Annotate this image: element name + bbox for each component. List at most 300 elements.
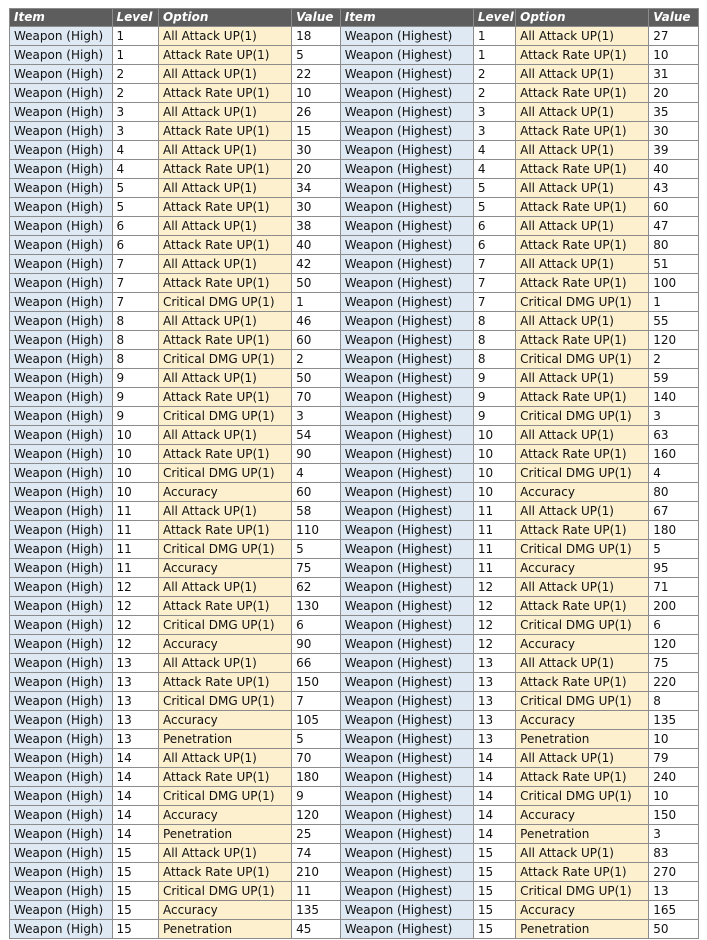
cell-value-high[interactable]: 105 (292, 711, 341, 730)
cell-level-high[interactable]: 14 (112, 825, 158, 844)
cell-level-high[interactable]: 1 (112, 46, 158, 65)
cell-item-high[interactable]: Weapon (High) (10, 388, 113, 407)
cell-option-high[interactable]: All Attack UP(1) (158, 312, 291, 331)
cell-value-highest[interactable]: 83 (649, 844, 699, 863)
cell-level-highest[interactable]: 9 (473, 388, 515, 407)
cell-level-high[interactable]: 12 (112, 635, 158, 654)
cell-value-highest[interactable]: 6 (649, 616, 699, 635)
cell-option-highest[interactable]: All Attack UP(1) (516, 27, 649, 46)
cell-level-high[interactable]: 13 (112, 711, 158, 730)
cell-item-highest[interactable]: Weapon (Highest) (340, 464, 473, 483)
cell-level-highest[interactable]: 14 (473, 749, 515, 768)
cell-item-high[interactable]: Weapon (High) (10, 597, 113, 616)
cell-option-high[interactable]: All Attack UP(1) (158, 426, 291, 445)
cell-level-high[interactable]: 5 (112, 179, 158, 198)
cell-item-high[interactable]: Weapon (High) (10, 882, 113, 901)
cell-level-high[interactable]: 15 (112, 882, 158, 901)
cell-option-high[interactable]: Accuracy (158, 711, 291, 730)
cell-value-highest[interactable]: 3 (649, 825, 699, 844)
cell-item-highest[interactable]: Weapon (Highest) (340, 84, 473, 103)
cell-level-highest[interactable]: 10 (473, 464, 515, 483)
cell-item-highest[interactable]: Weapon (Highest) (340, 844, 473, 863)
cell-value-highest[interactable]: 63 (649, 426, 699, 445)
cell-item-high[interactable]: Weapon (High) (10, 350, 113, 369)
cell-level-highest[interactable]: 13 (473, 730, 515, 749)
cell-item-highest[interactable]: Weapon (Highest) (340, 160, 473, 179)
cell-value-high[interactable]: 135 (292, 901, 341, 920)
cell-value-highest[interactable]: 120 (649, 331, 699, 350)
cell-value-highest[interactable]: 150 (649, 806, 699, 825)
cell-value-high[interactable]: 130 (292, 597, 341, 616)
cell-option-high[interactable]: Penetration (158, 920, 291, 939)
cell-option-high[interactable]: Critical DMG UP(1) (158, 616, 291, 635)
cell-item-highest[interactable]: Weapon (Highest) (340, 616, 473, 635)
cell-value-highest[interactable]: 27 (649, 27, 699, 46)
cell-value-highest[interactable]: 270 (649, 863, 699, 882)
cell-option-high[interactable]: All Attack UP(1) (158, 179, 291, 198)
cell-level-high[interactable]: 10 (112, 426, 158, 445)
cell-item-highest[interactable]: Weapon (Highest) (340, 179, 473, 198)
cell-option-high[interactable]: All Attack UP(1) (158, 654, 291, 673)
cell-value-high[interactable]: 45 (292, 920, 341, 939)
cell-option-highest[interactable]: Accuracy (516, 806, 649, 825)
cell-level-high[interactable]: 11 (112, 521, 158, 540)
cell-item-high[interactable]: Weapon (High) (10, 464, 113, 483)
cell-level-highest[interactable]: 12 (473, 635, 515, 654)
cell-option-high[interactable]: Attack Rate UP(1) (158, 521, 291, 540)
cell-option-highest[interactable]: All Attack UP(1) (516, 426, 649, 445)
cell-option-highest[interactable]: Attack Rate UP(1) (516, 46, 649, 65)
cell-option-high[interactable]: Penetration (158, 825, 291, 844)
cell-item-highest[interactable]: Weapon (Highest) (340, 787, 473, 806)
cell-level-highest[interactable]: 10 (473, 426, 515, 445)
cell-option-high[interactable]: All Attack UP(1) (158, 844, 291, 863)
cell-item-high[interactable]: Weapon (High) (10, 787, 113, 806)
cell-level-highest[interactable]: 2 (473, 65, 515, 84)
cell-option-high[interactable]: Attack Rate UP(1) (158, 331, 291, 350)
cell-value-high[interactable]: 10 (292, 84, 341, 103)
cell-option-high[interactable]: Attack Rate UP(1) (158, 445, 291, 464)
cell-value-highest[interactable]: 10 (649, 730, 699, 749)
cell-item-high[interactable]: Weapon (High) (10, 502, 113, 521)
cell-level-highest[interactable]: 14 (473, 768, 515, 787)
cell-option-high[interactable]: Attack Rate UP(1) (158, 597, 291, 616)
cell-value-high[interactable]: 20 (292, 160, 341, 179)
cell-value-high[interactable]: 30 (292, 198, 341, 217)
cell-value-high[interactable]: 34 (292, 179, 341, 198)
cell-item-high[interactable]: Weapon (High) (10, 540, 113, 559)
cell-option-high[interactable]: Penetration (158, 730, 291, 749)
cell-level-high[interactable]: 10 (112, 483, 158, 502)
cell-item-high[interactable]: Weapon (High) (10, 521, 113, 540)
cell-option-high[interactable]: Attack Rate UP(1) (158, 863, 291, 882)
cell-item-highest[interactable]: Weapon (Highest) (340, 597, 473, 616)
cell-option-highest[interactable]: All Attack UP(1) (516, 369, 649, 388)
cell-level-highest[interactable]: 15 (473, 920, 515, 939)
cell-item-high[interactable]: Weapon (High) (10, 369, 113, 388)
cell-option-high[interactable]: Critical DMG UP(1) (158, 293, 291, 312)
cell-value-highest[interactable]: 180 (649, 521, 699, 540)
cell-item-highest[interactable]: Weapon (Highest) (340, 673, 473, 692)
cell-level-highest[interactable]: 10 (473, 445, 515, 464)
cell-level-highest[interactable]: 6 (473, 236, 515, 255)
cell-option-highest[interactable]: Attack Rate UP(1) (516, 331, 649, 350)
cell-level-high[interactable]: 9 (112, 388, 158, 407)
cell-option-highest[interactable]: All Attack UP(1) (516, 578, 649, 597)
cell-option-high[interactable]: All Attack UP(1) (158, 217, 291, 236)
cell-item-highest[interactable]: Weapon (Highest) (340, 27, 473, 46)
cell-level-high[interactable]: 4 (112, 141, 158, 160)
cell-option-highest[interactable]: Attack Rate UP(1) (516, 198, 649, 217)
cell-value-highest[interactable]: 31 (649, 65, 699, 84)
cell-level-high[interactable]: 14 (112, 787, 158, 806)
cell-item-highest[interactable]: Weapon (Highest) (340, 635, 473, 654)
cell-value-highest[interactable]: 10 (649, 787, 699, 806)
cell-value-high[interactable]: 4 (292, 464, 341, 483)
cell-value-highest[interactable]: 40 (649, 160, 699, 179)
cell-level-highest[interactable]: 9 (473, 407, 515, 426)
cell-level-high[interactable]: 9 (112, 407, 158, 426)
cell-level-high[interactable]: 14 (112, 768, 158, 787)
cell-value-high[interactable]: 18 (292, 27, 341, 46)
cell-item-highest[interactable]: Weapon (Highest) (340, 350, 473, 369)
cell-option-highest[interactable]: Attack Rate UP(1) (516, 122, 649, 141)
cell-level-highest[interactable]: 7 (473, 274, 515, 293)
cell-item-highest[interactable]: Weapon (Highest) (340, 483, 473, 502)
cell-option-highest[interactable]: Critical DMG UP(1) (516, 616, 649, 635)
cell-value-high[interactable]: 70 (292, 749, 341, 768)
cell-level-highest[interactable]: 5 (473, 198, 515, 217)
cell-item-high[interactable]: Weapon (High) (10, 312, 113, 331)
cell-option-high[interactable]: Critical DMG UP(1) (158, 692, 291, 711)
cell-option-highest[interactable]: Attack Rate UP(1) (516, 673, 649, 692)
cell-item-high[interactable]: Weapon (High) (10, 768, 113, 787)
cell-value-highest[interactable]: 1 (649, 293, 699, 312)
cell-option-high[interactable]: Attack Rate UP(1) (158, 122, 291, 141)
cell-level-high[interactable]: 11 (112, 502, 158, 521)
cell-option-highest[interactable]: Critical DMG UP(1) (516, 882, 649, 901)
cell-option-high[interactable]: Accuracy (158, 483, 291, 502)
cell-value-high[interactable]: 11 (292, 882, 341, 901)
cell-item-high[interactable]: Weapon (High) (10, 160, 113, 179)
cell-level-highest[interactable]: 1 (473, 46, 515, 65)
cell-item-highest[interactable]: Weapon (Highest) (340, 692, 473, 711)
cell-value-highest[interactable]: 160 (649, 445, 699, 464)
cell-item-highest[interactable]: Weapon (Highest) (340, 217, 473, 236)
cell-item-high[interactable]: Weapon (High) (10, 103, 113, 122)
cell-level-highest[interactable]: 10 (473, 483, 515, 502)
cell-item-highest[interactable]: Weapon (Highest) (340, 46, 473, 65)
cell-item-highest[interactable]: Weapon (Highest) (340, 293, 473, 312)
cell-level-high[interactable]: 12 (112, 616, 158, 635)
cell-item-high[interactable]: Weapon (High) (10, 274, 113, 293)
cell-value-highest[interactable]: 2 (649, 350, 699, 369)
cell-item-high[interactable]: Weapon (High) (10, 46, 113, 65)
cell-item-highest[interactable]: Weapon (Highest) (340, 559, 473, 578)
cell-item-high[interactable]: Weapon (High) (10, 692, 113, 711)
cell-item-highest[interactable]: Weapon (Highest) (340, 103, 473, 122)
cell-option-highest[interactable]: Penetration (516, 920, 649, 939)
cell-level-highest[interactable]: 13 (473, 692, 515, 711)
cell-level-highest[interactable]: 2 (473, 84, 515, 103)
cell-item-high[interactable]: Weapon (High) (10, 635, 113, 654)
cell-option-high[interactable]: All Attack UP(1) (158, 369, 291, 388)
cell-value-high[interactable]: 210 (292, 863, 341, 882)
cell-option-highest[interactable]: Attack Rate UP(1) (516, 274, 649, 293)
cell-level-highest[interactable]: 6 (473, 217, 515, 236)
cell-level-high[interactable]: 10 (112, 445, 158, 464)
cell-item-high[interactable]: Weapon (High) (10, 236, 113, 255)
cell-option-highest[interactable]: Attack Rate UP(1) (516, 863, 649, 882)
cell-value-high[interactable]: 50 (292, 274, 341, 293)
cell-option-highest[interactable]: All Attack UP(1) (516, 749, 649, 768)
cell-item-high[interactable]: Weapon (High) (10, 825, 113, 844)
cell-item-highest[interactable]: Weapon (Highest) (340, 65, 473, 84)
cell-level-highest[interactable]: 11 (473, 521, 515, 540)
cell-option-highest[interactable]: Accuracy (516, 559, 649, 578)
cell-option-high[interactable]: Critical DMG UP(1) (158, 540, 291, 559)
cell-item-high[interactable]: Weapon (High) (10, 483, 113, 502)
cell-level-high[interactable]: 7 (112, 255, 158, 274)
cell-option-high[interactable]: All Attack UP(1) (158, 578, 291, 597)
cell-value-high[interactable]: 2 (292, 350, 341, 369)
cell-option-highest[interactable]: Critical DMG UP(1) (516, 293, 649, 312)
cell-value-high[interactable]: 120 (292, 806, 341, 825)
cell-level-high[interactable]: 6 (112, 217, 158, 236)
cell-level-highest[interactable]: 12 (473, 578, 515, 597)
cell-option-high[interactable]: Accuracy (158, 806, 291, 825)
cell-option-high[interactable]: All Attack UP(1) (158, 749, 291, 768)
cell-item-highest[interactable]: Weapon (Highest) (340, 920, 473, 939)
cell-value-high[interactable]: 110 (292, 521, 341, 540)
cell-level-high[interactable]: 7 (112, 274, 158, 293)
cell-level-high[interactable]: 10 (112, 464, 158, 483)
cell-value-highest[interactable]: 100 (649, 274, 699, 293)
cell-item-high[interactable]: Weapon (High) (10, 65, 113, 84)
cell-item-high[interactable]: Weapon (High) (10, 217, 113, 236)
cell-option-high[interactable]: All Attack UP(1) (158, 141, 291, 160)
cell-value-highest[interactable]: 71 (649, 578, 699, 597)
cell-level-highest[interactable]: 13 (473, 654, 515, 673)
cell-level-highest[interactable]: 15 (473, 844, 515, 863)
cell-level-high[interactable]: 1 (112, 27, 158, 46)
cell-option-highest[interactable]: All Attack UP(1) (516, 217, 649, 236)
cell-value-high[interactable]: 60 (292, 483, 341, 502)
cell-level-highest[interactable]: 7 (473, 255, 515, 274)
cell-level-highest[interactable]: 12 (473, 597, 515, 616)
cell-level-high[interactable]: 13 (112, 673, 158, 692)
cell-value-high[interactable]: 40 (292, 236, 341, 255)
cell-level-high[interactable]: 6 (112, 236, 158, 255)
cell-option-highest[interactable]: Accuracy (516, 483, 649, 502)
cell-option-highest[interactable]: Attack Rate UP(1) (516, 388, 649, 407)
cell-item-high[interactable]: Weapon (High) (10, 27, 113, 46)
cell-item-highest[interactable]: Weapon (Highest) (340, 863, 473, 882)
cell-level-high[interactable]: 14 (112, 806, 158, 825)
cell-item-highest[interactable]: Weapon (Highest) (340, 426, 473, 445)
cell-item-highest[interactable]: Weapon (Highest) (340, 141, 473, 160)
cell-value-high[interactable]: 26 (292, 103, 341, 122)
cell-item-high[interactable]: Weapon (High) (10, 730, 113, 749)
cell-value-highest[interactable]: 13 (649, 882, 699, 901)
cell-level-high[interactable]: 8 (112, 331, 158, 350)
cell-value-high[interactable]: 70 (292, 388, 341, 407)
cell-item-highest[interactable]: Weapon (Highest) (340, 768, 473, 787)
cell-level-highest[interactable]: 14 (473, 825, 515, 844)
cell-option-high[interactable]: Critical DMG UP(1) (158, 350, 291, 369)
cell-level-highest[interactable]: 5 (473, 179, 515, 198)
cell-value-highest[interactable]: 39 (649, 141, 699, 160)
cell-level-high[interactable]: 2 (112, 65, 158, 84)
cell-value-high[interactable]: 50 (292, 369, 341, 388)
cell-option-high[interactable]: All Attack UP(1) (158, 255, 291, 274)
cell-option-high[interactable]: Critical DMG UP(1) (158, 787, 291, 806)
cell-option-highest[interactable]: Critical DMG UP(1) (516, 407, 649, 426)
cell-item-highest[interactable]: Weapon (Highest) (340, 274, 473, 293)
cell-option-highest[interactable]: Critical DMG UP(1) (516, 692, 649, 711)
cell-level-highest[interactable]: 4 (473, 141, 515, 160)
cell-item-high[interactable]: Weapon (High) (10, 293, 113, 312)
cell-value-highest[interactable]: 35 (649, 103, 699, 122)
cell-level-high[interactable]: 4 (112, 160, 158, 179)
cell-item-highest[interactable]: Weapon (Highest) (340, 882, 473, 901)
cell-option-high[interactable]: Critical DMG UP(1) (158, 882, 291, 901)
cell-value-high[interactable]: 180 (292, 768, 341, 787)
cell-item-highest[interactable]: Weapon (Highest) (340, 255, 473, 274)
cell-item-highest[interactable]: Weapon (Highest) (340, 122, 473, 141)
cell-value-high[interactable]: 60 (292, 331, 341, 350)
cell-level-high[interactable]: 9 (112, 369, 158, 388)
cell-option-high[interactable]: Attack Rate UP(1) (158, 84, 291, 103)
cell-level-highest[interactable]: 8 (473, 350, 515, 369)
cell-value-high[interactable]: 74 (292, 844, 341, 863)
cell-level-high[interactable]: 5 (112, 198, 158, 217)
cell-item-high[interactable]: Weapon (High) (10, 711, 113, 730)
cell-value-highest[interactable]: 10 (649, 46, 699, 65)
cell-level-high[interactable]: 3 (112, 103, 158, 122)
cell-level-highest[interactable]: 15 (473, 863, 515, 882)
cell-option-high[interactable]: Attack Rate UP(1) (158, 768, 291, 787)
cell-option-high[interactable]: Attack Rate UP(1) (158, 160, 291, 179)
cell-item-high[interactable]: Weapon (High) (10, 407, 113, 426)
cell-level-highest[interactable]: 13 (473, 711, 515, 730)
cell-value-high[interactable]: 75 (292, 559, 341, 578)
cell-option-highest[interactable]: All Attack UP(1) (516, 255, 649, 274)
cell-option-high[interactable]: Accuracy (158, 559, 291, 578)
cell-value-highest[interactable]: 51 (649, 255, 699, 274)
cell-option-highest[interactable]: Accuracy (516, 711, 649, 730)
cell-item-high[interactable]: Weapon (High) (10, 445, 113, 464)
cell-level-highest[interactable]: 14 (473, 787, 515, 806)
cell-level-high[interactable]: 8 (112, 312, 158, 331)
cell-item-highest[interactable]: Weapon (Highest) (340, 521, 473, 540)
cell-value-high[interactable]: 54 (292, 426, 341, 445)
cell-option-highest[interactable]: Attack Rate UP(1) (516, 521, 649, 540)
cell-item-high[interactable]: Weapon (High) (10, 122, 113, 141)
cell-level-high[interactable]: 11 (112, 540, 158, 559)
cell-item-highest[interactable]: Weapon (Highest) (340, 540, 473, 559)
cell-item-highest[interactable]: Weapon (Highest) (340, 654, 473, 673)
cell-option-highest[interactable]: Attack Rate UP(1) (516, 160, 649, 179)
cell-value-high[interactable]: 30 (292, 141, 341, 160)
cell-option-high[interactable]: Attack Rate UP(1) (158, 198, 291, 217)
cell-value-highest[interactable]: 67 (649, 502, 699, 521)
cell-level-high[interactable]: 12 (112, 578, 158, 597)
cell-option-highest[interactable]: All Attack UP(1) (516, 141, 649, 160)
cell-item-high[interactable]: Weapon (High) (10, 578, 113, 597)
cell-option-high[interactable]: Attack Rate UP(1) (158, 673, 291, 692)
cell-item-highest[interactable]: Weapon (Highest) (340, 502, 473, 521)
cell-value-highest[interactable]: 55 (649, 312, 699, 331)
cell-item-highest[interactable]: Weapon (Highest) (340, 369, 473, 388)
cell-value-highest[interactable]: 47 (649, 217, 699, 236)
cell-item-high[interactable]: Weapon (High) (10, 806, 113, 825)
cell-value-highest[interactable]: 59 (649, 369, 699, 388)
cell-item-highest[interactable]: Weapon (Highest) (340, 578, 473, 597)
cell-value-highest[interactable]: 240 (649, 768, 699, 787)
cell-option-highest[interactable]: Accuracy (516, 635, 649, 654)
cell-item-high[interactable]: Weapon (High) (10, 673, 113, 692)
cell-value-high[interactable]: 38 (292, 217, 341, 236)
cell-value-high[interactable]: 9 (292, 787, 341, 806)
cell-item-high[interactable]: Weapon (High) (10, 331, 113, 350)
cell-level-highest[interactable]: 13 (473, 673, 515, 692)
cell-value-highest[interactable]: 165 (649, 901, 699, 920)
cell-item-highest[interactable]: Weapon (Highest) (340, 236, 473, 255)
cell-value-highest[interactable]: 4 (649, 464, 699, 483)
cell-level-high[interactable]: 13 (112, 730, 158, 749)
cell-value-highest[interactable]: 5 (649, 540, 699, 559)
cell-level-high[interactable]: 11 (112, 559, 158, 578)
cell-option-high[interactable]: All Attack UP(1) (158, 103, 291, 122)
cell-value-high[interactable]: 5 (292, 46, 341, 65)
cell-level-high[interactable]: 15 (112, 863, 158, 882)
cell-value-high[interactable]: 90 (292, 635, 341, 654)
cell-item-high[interactable]: Weapon (High) (10, 920, 113, 939)
cell-item-highest[interactable]: Weapon (Highest) (340, 901, 473, 920)
cell-option-high[interactable]: Critical DMG UP(1) (158, 464, 291, 483)
cell-level-highest[interactable]: 15 (473, 882, 515, 901)
cell-option-highest[interactable]: Critical DMG UP(1) (516, 350, 649, 369)
cell-option-highest[interactable]: Critical DMG UP(1) (516, 464, 649, 483)
cell-item-highest[interactable]: Weapon (Highest) (340, 407, 473, 426)
cell-level-highest[interactable]: 7 (473, 293, 515, 312)
cell-item-high[interactable]: Weapon (High) (10, 901, 113, 920)
cell-value-highest[interactable]: 79 (649, 749, 699, 768)
cell-level-high[interactable]: 15 (112, 920, 158, 939)
cell-value-high[interactable]: 62 (292, 578, 341, 597)
cell-level-highest[interactable]: 8 (473, 312, 515, 331)
cell-item-high[interactable]: Weapon (High) (10, 749, 113, 768)
cell-value-high[interactable]: 22 (292, 65, 341, 84)
cell-option-highest[interactable]: Accuracy (516, 901, 649, 920)
cell-value-highest[interactable]: 80 (649, 236, 699, 255)
cell-value-highest[interactable]: 120 (649, 635, 699, 654)
cell-value-highest[interactable]: 135 (649, 711, 699, 730)
cell-option-high[interactable]: Critical DMG UP(1) (158, 407, 291, 426)
cell-level-high[interactable]: 13 (112, 692, 158, 711)
cell-option-highest[interactable]: All Attack UP(1) (516, 179, 649, 198)
cell-item-high[interactable]: Weapon (High) (10, 426, 113, 445)
cell-item-high[interactable]: Weapon (High) (10, 654, 113, 673)
cell-option-highest[interactable]: Critical DMG UP(1) (516, 787, 649, 806)
cell-value-highest[interactable]: 220 (649, 673, 699, 692)
cell-value-highest[interactable]: 3 (649, 407, 699, 426)
cell-value-high[interactable]: 42 (292, 255, 341, 274)
cell-value-highest[interactable]: 20 (649, 84, 699, 103)
cell-level-highest[interactable]: 1 (473, 27, 515, 46)
cell-option-highest[interactable]: Critical DMG UP(1) (516, 540, 649, 559)
